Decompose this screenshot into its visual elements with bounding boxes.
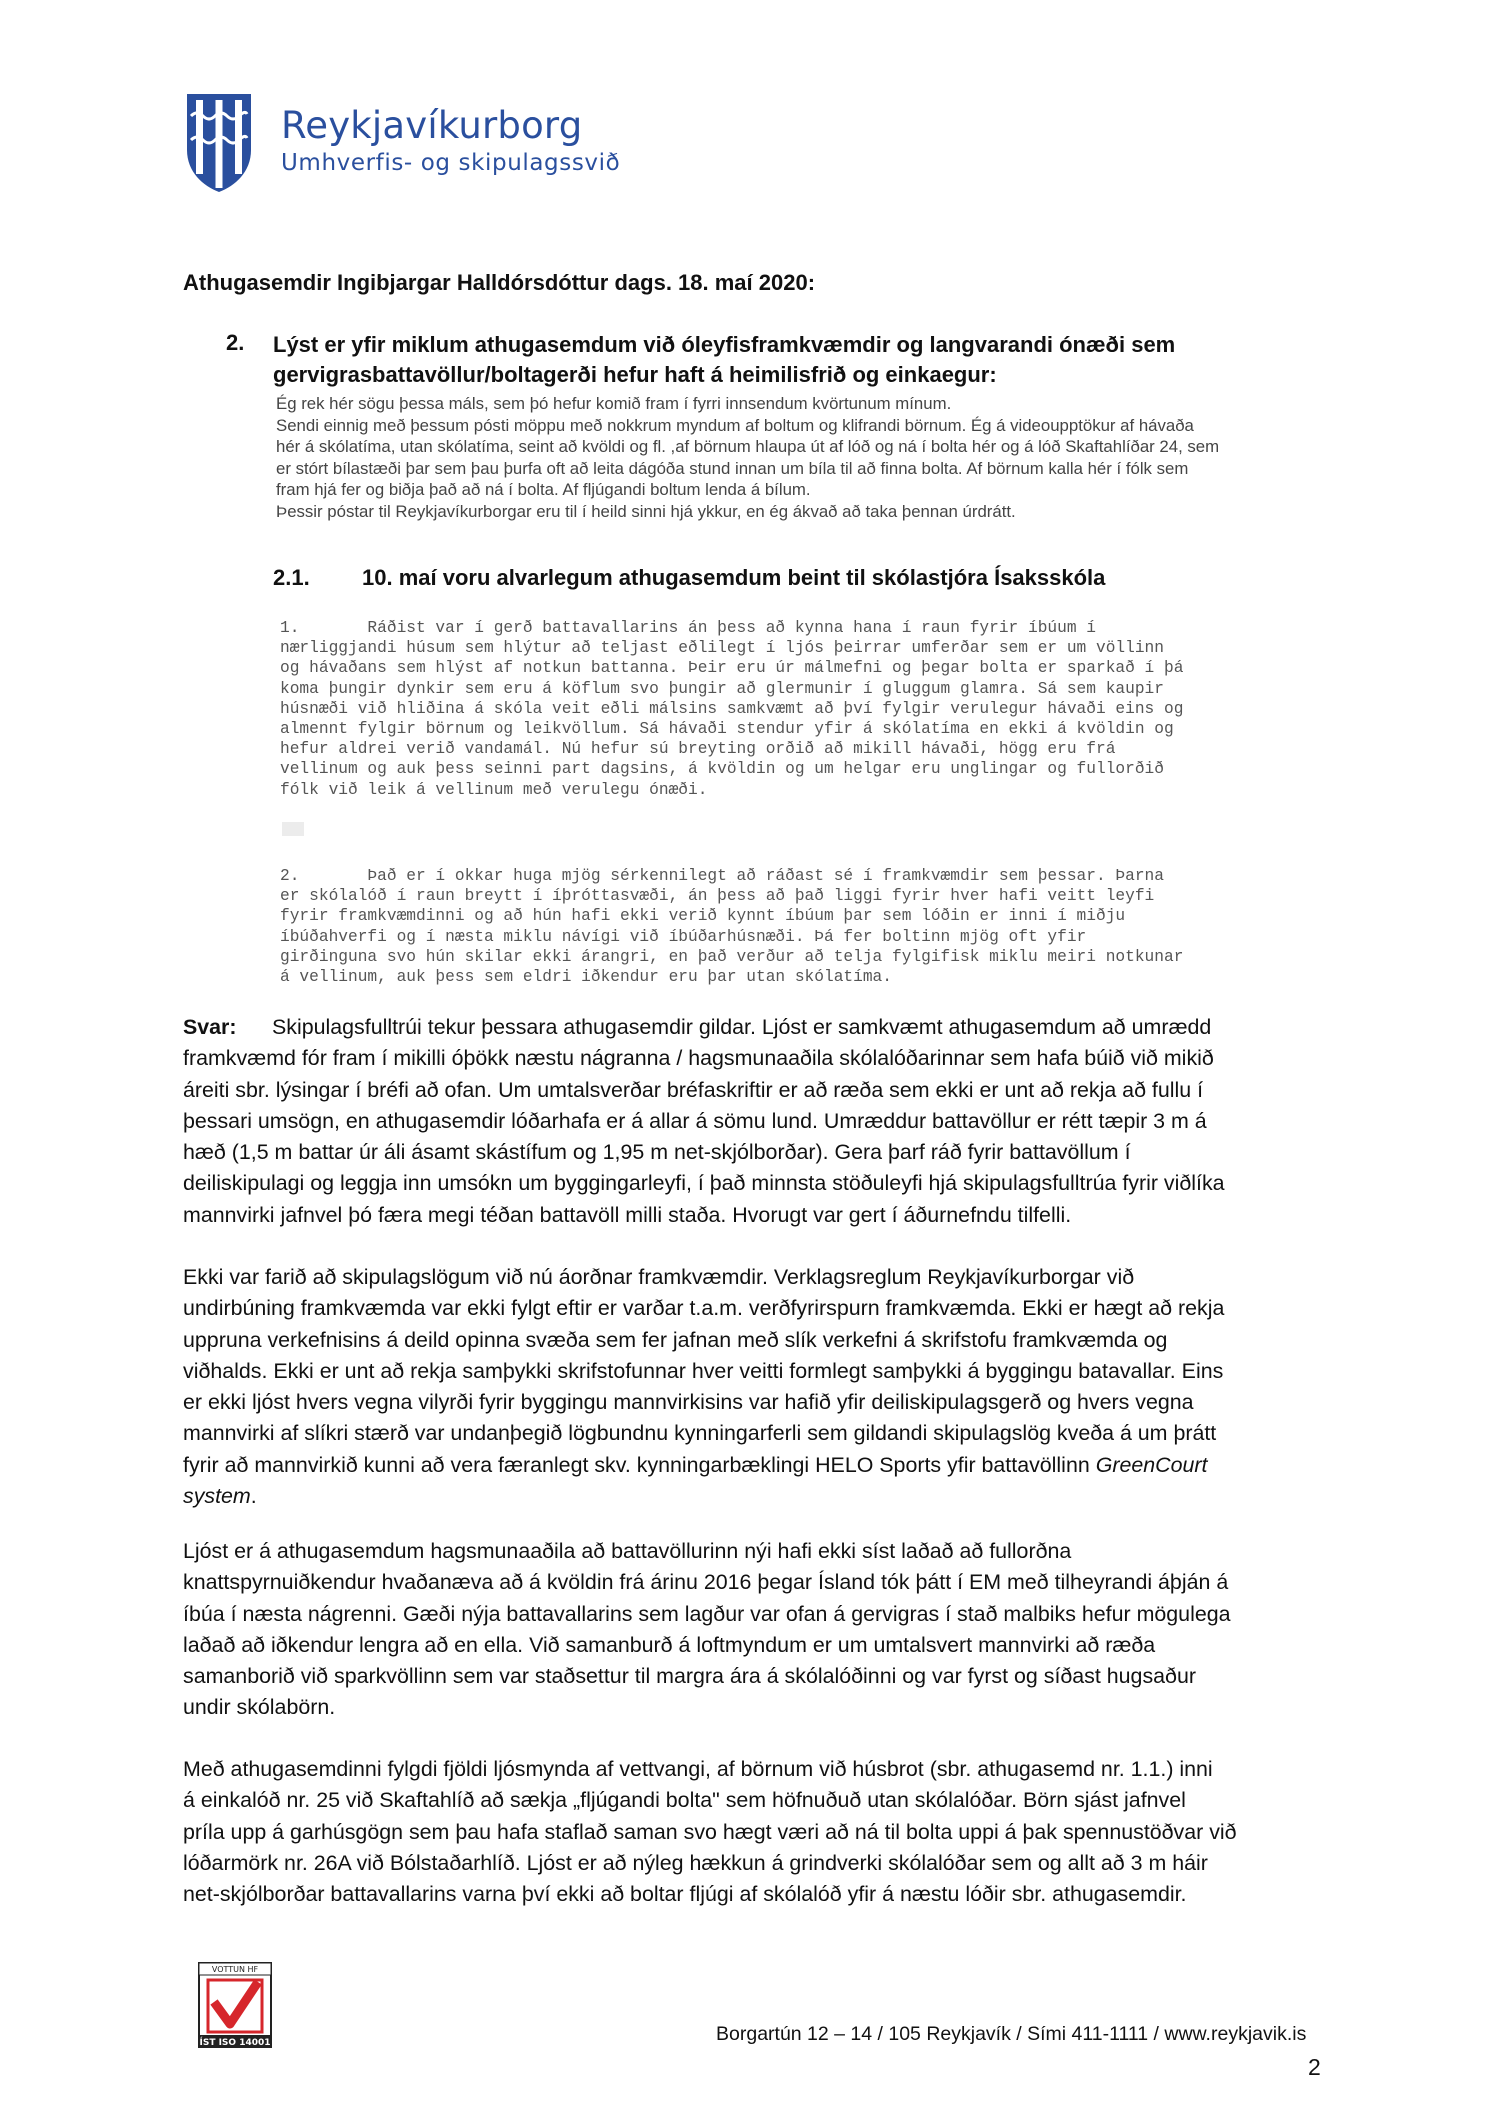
paragraph-line: samanborið við sparkvöllinn sem var staðsettur til margra ára á skólalóðinni og var fyrst og síðast hugsaður	[183, 1664, 1196, 1689]
paragraph-line: undirbúning framkvæmda var ekki fylgt eftir er varðar t.a.m. verðfyrirspurn framkvæmda. Ekki er hægt að rekja	[183, 1296, 1225, 1321]
answer-paragraph-1	[183, 1012, 1353, 1231]
excerpt-line: 2. Það er í okkar huga mjög sérkennilegt að ráðast sé í framkvæmdir sem þessar. Þarna	[280, 867, 1164, 885]
paragraph-line: mannvirki af slíkri stærð var undanþegið lögbundnu kynningarferli sem gildandi skipulagslög kveða á um þrátt	[183, 1421, 1217, 1446]
cert-top-text: VOTTUN HF	[211, 1965, 259, 1974]
quote-line: Þessir póstar til Reykjavíkurborgar eru til í heild sinni hjá ykkur, en ég ákvað að taka þennan úrdrátt.	[276, 501, 1016, 521]
paragraph-line	[183, 1481, 1353, 1512]
paragraph-line: hæð (1,5 m battar úr áli ásamt skástífum og 1,95 m net-skjólborðar). Gera þarf ráð fyrir battavöllum í	[183, 1140, 1131, 1165]
answer-label: Svar:	[183, 1015, 237, 1039]
paragraph-line: viðhalds. Ekki er unt að rekja samþykki skrifstofunnar hver veitti formlegt samþykki á byggingu batavallar. Eins	[183, 1358, 1224, 1383]
page-heading: Athugasemdir Ingibjargar Halldórsdóttur dags. 18. maí 2020:	[183, 270, 816, 295]
answer-paragraph-3	[183, 1536, 1353, 1724]
quoted-excerpt	[276, 393, 1376, 522]
item-title-line: gervigrasbattavöllur/boltagerði hefur haft á heimilisfrið og einkaegur:	[273, 362, 997, 387]
item-title	[273, 330, 1273, 390]
product-name: GreenCourt	[1095, 1452, 1208, 1477]
paragraph-line: er ekki ljóst hvers vegna vilyrði fyrir byggingu mannvirkisins var hafið yfir deiliskipulagsgerð og hvers vegna	[183, 1390, 1194, 1415]
paragraph-line: net-skjólborðar battavallarins varna því ekki að boltar fljúgi af skólalóð yfir á næstu lóðir sbr. athugasemdir.	[183, 1882, 1187, 1907]
paragraph-line: laðað að iðkendur lengra að en ella. Við samanburð á loftmyndum er um umtalsvert mannvirki að ræða	[183, 1632, 1156, 1657]
paragraph-line: lóðarmörk nr. 26A við Bólstaðarhlíð. Ljóst er að nýleg hækkun á grindverki skólalóðar sem og allt að 3 m háir	[183, 1850, 1208, 1875]
letter-excerpt-1	[280, 618, 1340, 800]
paragraph-line-text: Skipulagsfulltrúi tekur þessara athugasemdir gildar. Ljóst er samkvæmt athugasemdum að umrædd	[272, 1015, 1212, 1039]
paragraph-line	[183, 1450, 1353, 1481]
quote-line: hér á skólatíma, utan skólatíma, seint að kvöldi og fl. ,af börnum hlaupa út af lóð og ná í bolta hér og á lóð Skaftahlíðar 24, sem	[276, 437, 1220, 456]
excerpt-line: nærliggjandi húsum sem hlýtur að teljast eðlilegt í ljós þeirrar umferðar sem er um völlinn	[280, 639, 1164, 658]
paragraph-line: príla upp á garhúsgögn sem þau hafa staflað saman svo hægt væri að ná til bolta uppi á þak spennustöðvar við	[183, 1819, 1237, 1844]
paragraph-line: knattspyrnuiðkendur hvaðanæva að á kvöldin frá árinu 2016 þegar Ísland tók þátt í EM með tilheyrandi áþján á	[183, 1570, 1229, 1595]
letter-excerpt-2	[280, 866, 1340, 987]
quote-line: Sendi einnig með þessum pósti möppu með nokkrum myndum af boltum og klifrandi börnum. Ég á videoupptökur af hávaða	[276, 415, 1194, 435]
answer-paragraph-2	[183, 1262, 1353, 1512]
paragraph-line: mannvirki jafnvel þó færa megi téðan battavöll milli staða. Hvorugt var gert í áðurnefndu tilfelli.	[183, 1202, 1072, 1227]
quote-line: er stórt bílastæði þar sem þau þurfa oft að leita dágóða stund innan um bíla til að finna bolta. Af börnum kalla hér í fólk sem	[276, 458, 1189, 478]
excerpt-line: hefur aldrei verið vandamál. Nú hefur sú breyting orðið að mikill hávaði, högg eru frá	[280, 740, 1116, 759]
quote-line: Ég rek hér sögu þessa máls, sem þó hefur komið fram í fyrri innsendum kvörtunum mínum.	[276, 394, 952, 413]
paragraph-line: deiliskipulagi og leggja inn umsókn um byggingarleyfi, í það minnsta stöðuleyfi hjá skipulagsfulltrúa fyrir viðlíka	[183, 1171, 1225, 1196]
checkmark-certificate-icon	[196, 1960, 274, 2050]
footer-address: Borgartún 12 – 14 / 105 Reykjavík / Sími 411-1111 / www.reykjavik.is	[716, 2023, 1307, 2045]
paragraph-line: undir skólabörn.	[183, 1695, 336, 1720]
paragraph-line-text: fyrir að mannvirkið kunni að vera færanlegt skv. kynningarbæklingi HELO Sports yfir battavöllinn	[183, 1452, 1090, 1477]
reykjavik-logo	[181, 90, 631, 200]
reykjavik-coat-of-arms-icon	[183, 90, 255, 194]
subitem-number: 2.1.	[273, 565, 310, 590]
excerpt-line: íbúðahverfi og í næsta miklu návígi við íbúðarhúsnæði. Þá fer boltinn mjög oft yfir	[280, 927, 1087, 946]
scan-artifact	[282, 822, 304, 836]
item-title-line: Lýst er yfir miklum athugasemdum við óleyfisframkvæmdir og langvarandi ónæði sem	[273, 332, 1176, 357]
paragraph-line: áreiti sbr. lýsingar í bréfi að ofan. Um umtalsverðar bréfaskriftir er að ræða sem ekki er unt að rekja að fullu í	[183, 1077, 1204, 1102]
excerpt-line: er skólalóð í raun breytt í íþróttasvæði, án þess að það liggi fyrir hver hafi veitt leyfi	[280, 887, 1155, 906]
paragraph-line: þessari umsögn, en athugasemdir lóðarhafa er á allar á sömu lund. Umræddur battavöllur er rétt tæpir 3 m á	[183, 1108, 1207, 1133]
excerpt-line: fólk við leik á vellinum með verulegu ónæði.	[280, 780, 708, 799]
cert-bottom-text: ÍST ISO 14001	[199, 2038, 271, 2048]
excerpt-line: vellinum og auk þess seinni part dagsins, á kvöldin og um helgar eru unglingar og fullorðið	[280, 760, 1164, 779]
department-name: Umhverfis- og skipulagssvið	[281, 150, 621, 176]
excerpt-line: koma þungir dynkir sem eru á köflum svo þungir að glermunir í gluggum glamra. Sá sem kaupir	[280, 679, 1164, 698]
answer-paragraph-4	[183, 1754, 1353, 1910]
excerpt-line: 1. Ráðist var í gerð battavallarins án þess að kynna hana í raun fyrir íbúum í	[280, 619, 1096, 637]
subitem-title: 10. maí voru alvarlegum athugasemdum beint til skólastjóra Ísaksskóla	[362, 565, 1106, 590]
item-number: 2.	[226, 330, 245, 355]
paragraph-line: íbúa í næsta nágrenni. Gæði nýja battavallarins sem lagður var ofan á gervigras í stað malbiks hefur mögulega	[183, 1601, 1231, 1626]
page-number: 2	[1308, 2054, 1321, 2080]
quote-line: fram hjá fer og biðja það að ná í bolta. Af fljúgandi boltum lenda á bílum.	[276, 480, 811, 499]
paragraph-line: Með athugasemdinni fylgdi fjöldi ljósmynda af vettvangi, af börnum við húsbrot (sbr. athugasemd nr. 1.1.) inni	[183, 1757, 1213, 1781]
excerpt-line: á vellinum, auk þess sem eldri iðkendur eru þar utan skólatíma.	[280, 968, 892, 987]
sentence-end: .	[250, 1484, 257, 1509]
iso-certification-badge	[196, 1960, 274, 2050]
org-name: Reykjavíkurborg	[281, 104, 583, 147]
excerpt-line: húsnæði við hliðina á skóla veit eðli málsins samkvæmt að því fylgir verulegur hávaði eins og	[280, 699, 1184, 718]
excerpt-line: almennt fylgir börnum og leikvöllum. Sá hávaði stendur yfir á skólatíma en ekki á kvöldin og	[280, 720, 1174, 739]
product-name-continued: system	[183, 1484, 251, 1509]
paragraph-line: framkvæmd fór fram í mikilli óþökk næstu nágranna / hagsmunaaðila skólalóðarinnar sem hafa búið við mikið	[183, 1046, 1214, 1071]
paragraph-line	[183, 1012, 1353, 1043]
excerpt-line: og hávaðans sem hlýst af notkun battanna. Þeir eru úr málmefni og þegar bolta er sparkað í þá	[280, 659, 1184, 678]
paragraph-line: uppruna verkefnisins á deild opinna svæða sem fer jafnan með slík verkefni á skrifstofu framkvæmda og	[183, 1327, 1168, 1352]
paragraph-line: Ekki var farið að skipulagslögum við nú áorðnar framkvæmdir. Verklagsreglum Reykjavíkurborgar við	[183, 1265, 1135, 1289]
paragraph-line: Ljóst er á athugasemdum hagsmunaaðila að battavöllurinn nýi hafi ekki síst laðað að fullorðna	[183, 1539, 1072, 1563]
paragraph-line: á einkalóð nr. 25 við Skaftahlíð að sækja „fljúgandi bolta" sem höfnuðuð utan skólalóðar. Börn sjást jafnvel	[183, 1788, 1186, 1813]
excerpt-line: girðinguna svo hún skilar ekki árangri, en það verður að telja fylgifisk miklu meiri notkunar	[280, 947, 1184, 966]
excerpt-line: fyrir framkvæmdinni og að hún hafi ekki verið kynnt íbúum þar sem lóðin er inni í miðju	[280, 907, 1126, 926]
